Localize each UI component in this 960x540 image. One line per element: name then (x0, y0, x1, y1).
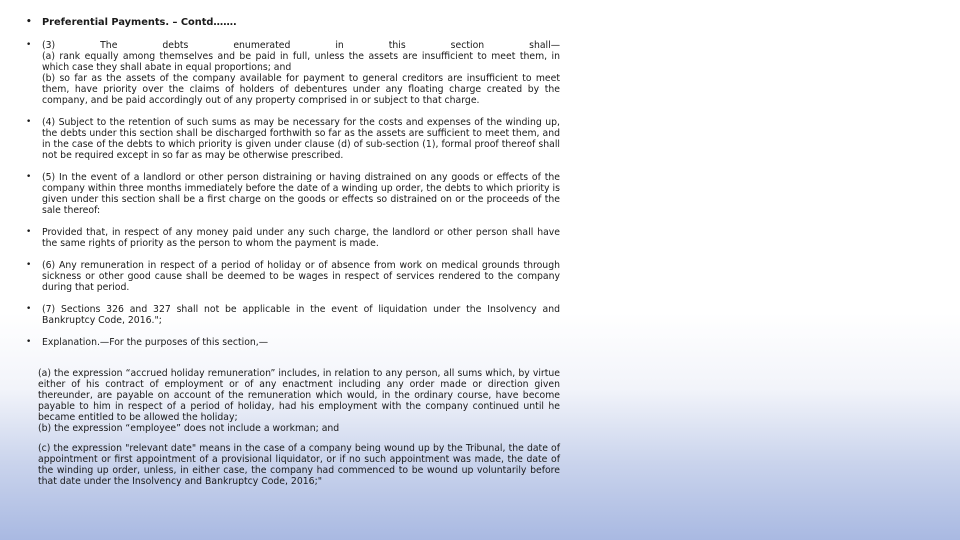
explanation-clauses-a-b (38, 368, 560, 434)
bullet-icon: • (26, 40, 32, 50)
bullet-icon: • (26, 172, 32, 182)
bullet-icon: • (26, 304, 32, 314)
bullet-icon: • (26, 17, 32, 27)
bullet-subsection-7 (26, 304, 560, 326)
bullet-icon: • (26, 227, 32, 237)
subsection-3-clause-b: (b) so far as the assets of the company available for payment to general creditors are insufficient to meet them, have priority over the claims of holders of debentures under any floating charge created by the company, and be paid accordingly out of any property comprised in or subject to that charge. (42, 73, 560, 106)
slide-title-item (26, 17, 562, 28)
proviso-text: Provided that, in respect of any money paid under any such charge, the landlord or other person shall have the same rights of priority as the person to whom the payment is made. (42, 227, 560, 249)
explanation-clause-a: (a) the expression “accrued holiday remuneration” includes, in relation to any person, all sums which, by virtue either of his contract of employment or of any enactment including any order made or direction given thereunder, are payable on account of the remuneration which would, in the ordinary course, have become payable to him in respect of a period of holiday, had his employment with the company continued until he became entitled to be allowed the holiday; (38, 368, 560, 423)
explanation-text: Explanation.—For the purposes of this section,— (42, 337, 269, 348)
explanation-clause-b: (b) the expression “employee” does not include a workman; and (38, 423, 340, 434)
bullet-explanation (26, 337, 560, 348)
slide-title: Preferential Payments. – Contd……. (42, 17, 237, 28)
bullet-icon: • (26, 337, 32, 347)
bullet-proviso (26, 227, 560, 249)
bullet-icon: • (26, 117, 32, 127)
explanation-clause-c-block (38, 443, 560, 487)
subsection-4-text: (4) Subject to the retention of such sums as may be necessary for the costs and expenses of the winding up, the debts under this section shall be discharged forthwith so far as the assets are sufficient to meet them, and in the case of the debts to which priority is given under clause (d) of sub-section (1), formal proof thereof shall not be required except in so far as may be otherwise prescribed. (42, 117, 560, 161)
slide-content (26, 17, 560, 496)
subsection-7-text: (7) Sections 326 and 327 shall not be applicable in the event of liquidation under the Insolvency and Bankruptcy Code, 2016."; (42, 304, 560, 326)
bullet-subsection-4 (26, 117, 560, 161)
explanation-clause-c: (c) the expression "relevant date" means in the case of a company being wound up by the Tribunal, the date of appointment or first appointment of a provisional liquidator, or if no such appointment was made, the date of the winding up order, unless, in either case, the company had commenced to be wound up voluntarily before that date under the Insolvency and Bankruptcy Code, 2016;" (38, 443, 560, 487)
subsection-3-clause-a: (a) rank equally among themselves and be paid in full, unless the assets are insufficient to meet them, in which case they shall abate in equal proportions; and (42, 51, 560, 73)
bullet-subsection-3 (26, 40, 560, 106)
bullet-subsection-6 (26, 260, 560, 293)
subsection-3-intro: (3) The debts enumerated in this section shall— (42, 40, 560, 51)
subsection-5-text: (5) In the event of a landlord or other person distraining or having distrained on any goods or effects of the company within three months immediately before the date of a winding up order, the debts to which priority is given under this section shall be a first charge on the goods or effects so distrained on or the proceeds of the sale thereof: (42, 172, 560, 216)
subsection-6-text: (6) Any remuneration in respect of a period of holiday or of absence from work on medical grounds through sickness or other good cause shall be deemed to be wages in respect of services rendered to the company during that period. (42, 260, 560, 293)
bullet-subsection-5 (26, 172, 560, 216)
spacer (26, 359, 560, 368)
bullet-icon: • (26, 260, 32, 270)
